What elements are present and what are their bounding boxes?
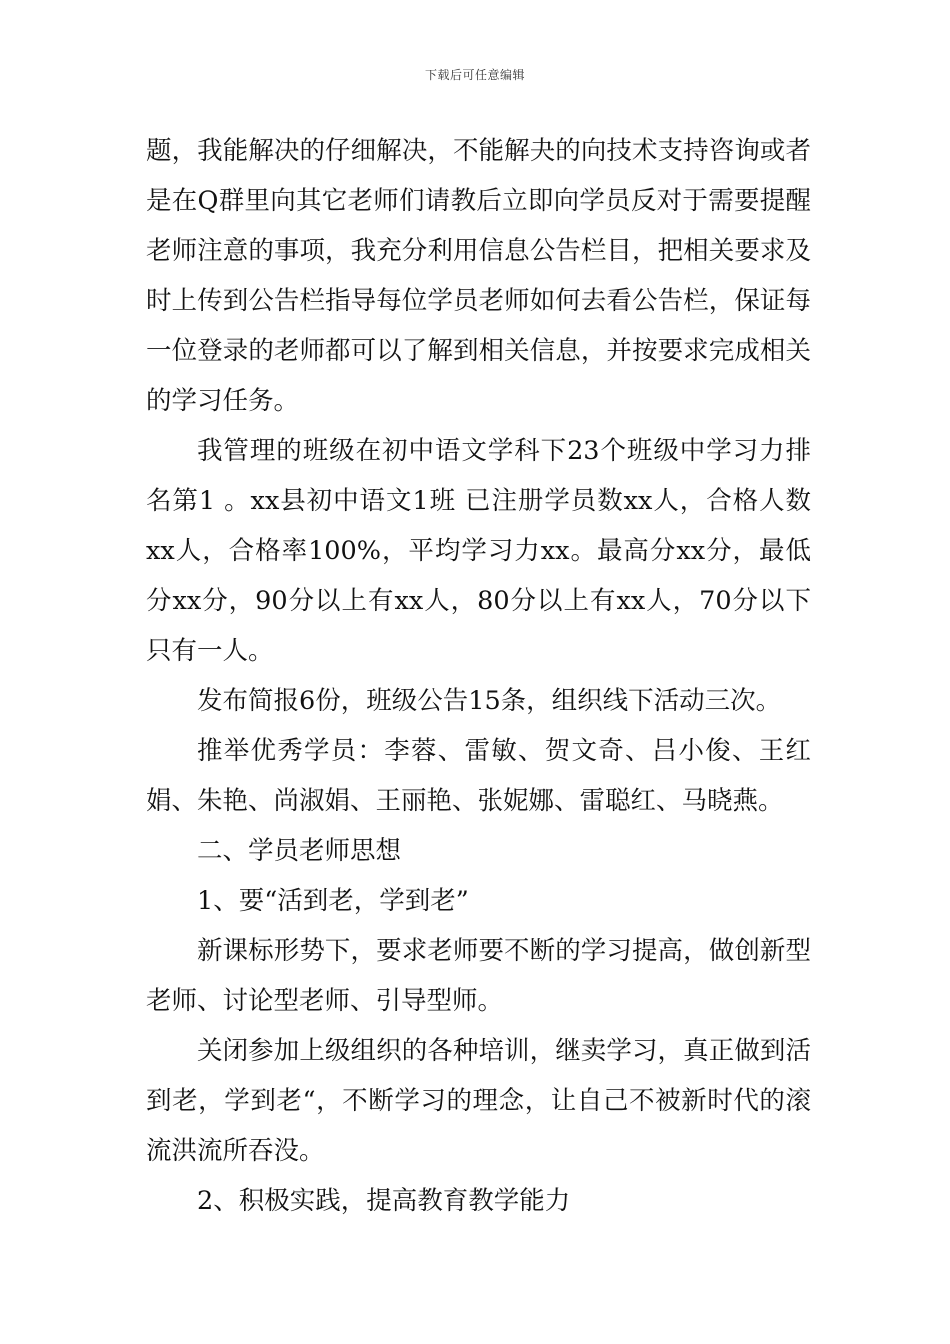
page-header: 下载后可任意编辑 — [424, 68, 525, 82]
paragraph: 题，我能解决的仔细解决，不能解夬的向技术支持咨询或者是在Q群里向其它老师们请教后立即向学员反对于需要提醒老师注意的事项，我充分利用信息公告栏目，把相关要求及时上传到公告栏指导每位学员老师如何去看公告栏，保证每一位登录的老师都可以了解到相关信息，并按要求完成相关的学习任务。 — [146, 136, 811, 416]
subsection-heading: 2、积极实践，提高教育教学能力 — [197, 1186, 571, 1216]
paragraph: 我管理的班级在初中语文学科下23个班级中学习力排名第1 。xx县初中语文1班 已注册学员数xx人，合格人数xx人，合格率100%，平均学习力xx。最高分xx分，最低分xx分，90分以上有xx人，80分以上有xx人，70分以下只有一人。 — [146, 436, 811, 666]
paragraph: 推举优秀学员：李蓉、雷敏、贺文奇、吕小俊、王红娟、朱艳、尚淑娟、王丽艳、张妮娜、雷聪红、马晓燕。 — [146, 736, 811, 816]
subsection-heading: 1、要“活到老，学到老” — [197, 886, 469, 916]
paragraph: 发布简报6份，班级公告15条，组织线下活动三次。 — [197, 686, 782, 716]
section-heading: 二、学员老师思想 — [197, 836, 402, 866]
paragraph: 新课标形势下，要求老师要不断的学习提高，做创新型老师、讨论型老师、引导型师。 — [146, 936, 811, 1016]
document-body — [146, 126, 811, 1226]
paragraph: 关闭参加上级组织的各种培训，继卖学习，真正做到活到老，学到老“，不断学习的理念，让自己不被新时代的滚流洪流所吞没。 — [146, 1036, 811, 1166]
